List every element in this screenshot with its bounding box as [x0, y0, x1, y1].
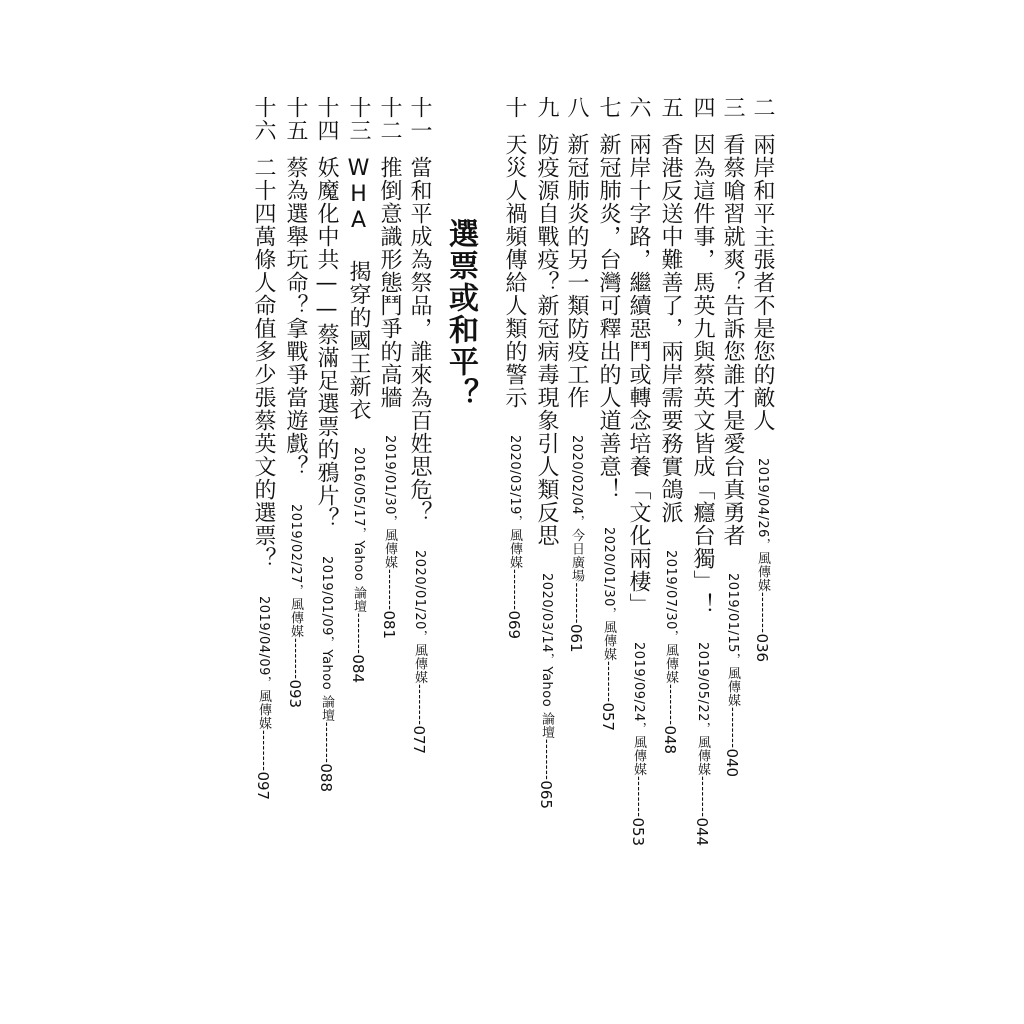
entry-source: 2019/07/30，風傳媒	[663, 550, 678, 684]
entry-source: 2020/01/30，風傳媒	[601, 527, 616, 661]
entry-title: 二十四萬條人命值多少張蔡英文的選票？	[251, 156, 276, 570]
entry-title: 新冠肺炎的另一類防疫工作	[564, 133, 589, 409]
toc-entry-8	[561, 96, 591, 653]
leader-dots: --------	[755, 591, 770, 634]
entry-source: 2019/04/09，風傳媒	[256, 596, 271, 730]
leader-dots: --------	[569, 582, 584, 624]
entry-source: 2019/01/30，風傳媒	[382, 435, 397, 569]
entry-source: 2019/09/24，風傳媒	[631, 642, 646, 776]
entry-number: 三	[720, 96, 745, 119]
page-number: 084	[349, 654, 367, 683]
entry-number: 四	[690, 96, 715, 119]
entry-title: 天災人禍頻傳給人類的警示	[502, 133, 527, 409]
entry-title: 蔡為選舉玩命？拿戰爭當遊戲？	[283, 156, 308, 478]
toc-entry-12	[374, 96, 404, 639]
leader-dots: --------	[695, 775, 710, 818]
entry-number: 五	[658, 96, 683, 119]
entry-title: 當和平成為祭品，誰來為百姓思危？	[407, 156, 432, 524]
toc-entry-16	[248, 96, 278, 800]
toc-entry-9	[531, 96, 561, 809]
toc-entry-14	[311, 96, 341, 792]
leader-dots: --------	[601, 660, 616, 703]
entry-source: 2016/05/17，Yahoo 論壇	[351, 447, 366, 613]
page-number: 036	[753, 633, 771, 663]
page-number: 065	[537, 780, 555, 809]
page-number: 061	[567, 623, 585, 653]
toc-entry-2	[747, 96, 777, 662]
entry-source: 2019/05/22，風傳媒	[695, 642, 710, 776]
entry-title: 香港反送中難善了，兩岸需要務實鴿派	[658, 133, 683, 524]
entry-number: 十四	[314, 96, 339, 142]
toc-entry-6	[623, 96, 653, 846]
page-number: 069	[505, 610, 523, 640]
entry-source: 2020/03/19，風傳媒	[507, 435, 522, 569]
entry-number: 二	[750, 96, 775, 119]
toc-entry-3	[717, 96, 747, 777]
page-number: 040	[723, 748, 741, 778]
entry-source: 2019/04/26，風傳媒	[755, 458, 770, 592]
section-title: 選票或和平？	[443, 218, 478, 410]
entry-title: 妖魔化中共——蔡滿足選票的鴉片？	[314, 156, 339, 530]
entry-title: 兩岸十字路，繼續惡鬥或轉念培養「文化兩棲」	[626, 133, 651, 616]
page-number: 093	[286, 679, 304, 709]
page-number: 088	[317, 763, 335, 792]
entry-source: 2020/03/14，Yahoo 論壇	[539, 573, 554, 739]
entry-source: 2019/01/15，風傳媒	[725, 573, 740, 707]
leader-dots: --------	[725, 706, 740, 749]
leader-dots: --------	[382, 568, 397, 611]
entry-number: 十六	[251, 96, 276, 142]
entry-title: 新冠肺炎，台灣可釋出的人道善意！	[596, 133, 621, 501]
toc-entry-11	[404, 96, 434, 754]
entry-title: WHA 揭穿的國王新衣	[346, 156, 371, 421]
page-number: 053	[629, 817, 647, 847]
entry-source: 2019/01/09，Yahoo 論壇	[319, 556, 334, 722]
toc-entry-5	[655, 96, 685, 754]
entry-number: 十二	[377, 96, 402, 142]
toc-entry-10	[499, 96, 529, 639]
leader-dots: --------	[507, 568, 522, 611]
entry-title: 因為這件事，馬英九與蔡英文皆成「癮台獨」！	[690, 133, 715, 616]
page-number: 044	[693, 817, 711, 847]
page-number: 057	[599, 702, 617, 732]
page-number: 077	[410, 725, 428, 755]
leader-dots: --------	[319, 721, 334, 764]
leader-dots: --------	[351, 612, 366, 655]
entry-number: 七	[596, 96, 621, 119]
leader-dots: --------	[539, 738, 554, 781]
entry-title: 看蔡嗆習就爽？告訴您誰才是愛台真勇者	[720, 133, 745, 547]
entry-number: 九	[534, 96, 559, 119]
entry-source: 2020/01/20，風傳媒	[412, 550, 427, 684]
entry-source: 2019/02/27，風傳媒	[288, 504, 303, 638]
entry-source: 2020/02/04，今日廣場	[569, 435, 584, 583]
entry-number: 十五	[283, 96, 308, 142]
entry-number: 十	[502, 96, 527, 119]
leader-dots: --------	[256, 729, 271, 772]
entry-number: 六	[626, 96, 651, 119]
entry-title: 防疫源自戰疫？新冠病毒現象引人類反思	[534, 133, 559, 547]
page-number: 048	[661, 725, 679, 755]
page-number: 097	[254, 771, 272, 801]
toc-entry-7	[593, 96, 623, 731]
leader-dots: --------	[663, 683, 678, 726]
toc-entry-15	[280, 96, 310, 708]
entry-number: 八	[564, 96, 589, 119]
entry-title: 兩岸和平主張者不是您的敵人	[750, 133, 775, 432]
entry-number: 十三	[346, 96, 371, 142]
toc-entry-13	[343, 96, 373, 683]
entry-title: 推倒意識形態鬥爭的高牆	[377, 156, 402, 409]
leader-dots: --------	[288, 637, 303, 680]
toc-entry-4	[687, 96, 717, 846]
leader-dots: --------	[631, 775, 646, 818]
entry-number: 十一	[407, 96, 432, 142]
page-number: 081	[380, 610, 398, 640]
leader-dots: --------	[412, 683, 427, 726]
